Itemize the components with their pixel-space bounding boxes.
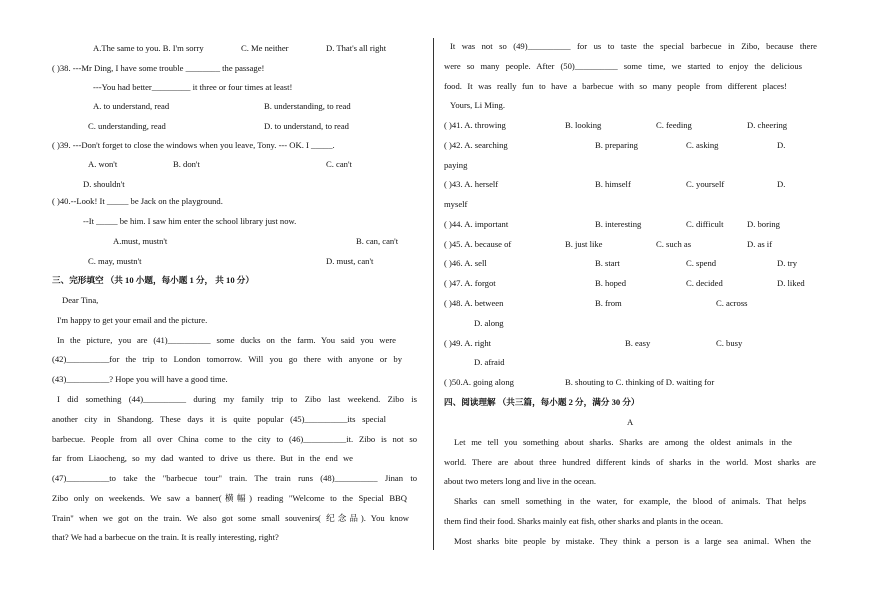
q38-stem: ( )38. ---Mr Ding, I have some trouble ________ the passage! [52,63,265,73]
passage-line: them find their food. Sharks mainly eat fish, other sharks and plants in the ocean. [444,516,723,526]
q44-option-d: D. boring [747,219,780,229]
passage-label: A [627,417,634,427]
q47-option-c: C. decided [686,278,723,288]
q48-option-c: C. across [716,298,748,308]
q40-option-b: B. can, can't [356,236,399,246]
q48-option-b: B. from [595,298,622,308]
q42-option-a: ( )42. A. searching [444,140,508,150]
letter-line: far from Liaocheng, so my dad wanted to drive us there. But in the end we [52,453,353,463]
q39-option-c: C. can't [326,159,352,169]
q50-options-bcd: B. shouting to C. thinking of D. waiting for [565,377,715,387]
q45-option-b: B. just like [565,239,603,249]
passage-line: world. There are about three hundred different kinds of sharks in the world. Most sharks are [444,457,816,467]
q38-option-c: C. understanding, read [88,121,166,131]
right-column [436,0,870,614]
letter-line: I'm happy to get your email and the picture. [57,315,208,325]
q40-option-a: A.must, mustn't [113,236,168,246]
q44-option-b: B. interesting [595,219,642,229]
letter-line: Train" when we got on the train. We also got some small souvenirs( 纪念品). You know [52,513,409,523]
q47-option-b: B. hoped [595,278,627,288]
q38-line2: ---You had better_________ it three or four times at least! [93,82,293,92]
letter-line: (42)__________for the trip to London tomorrow. Will you go there with anyone or by [52,354,402,364]
q48-option-a: ( )48. A. between [444,298,504,308]
q46-option-b: B. start [595,258,620,268]
q41-option-d: D. cheering [747,120,788,130]
q37-option-c: C. Me neither [241,43,289,53]
q37-option-a-b: A.The same to you. B. I'm sorry [93,43,204,53]
letter-line: Zibo only on weekends. We saw a banner(横幅) reading "Welcome to the Special BBQ [52,493,407,503]
letter-signature: Yours, Li Ming. [450,100,505,110]
left-column [0,0,434,614]
section-3-heading: 三、完形填空 （共 10 小题，每小题 1 分， 共 10 分） [52,275,254,285]
q37-option-d: D. That's all right [326,43,387,53]
q49-option-b: B. easy [625,338,651,348]
q49-option-a: ( )49. A. right [444,338,492,348]
q44-option-a: ( )44. A. important [444,219,509,229]
q39-stem: ( )39. ---Don't forget to close the windows when you leave, Tony. --- OK. I _____. [52,140,335,150]
passage-line: Let me tell you something about sharks. Sharks are among the oldest animals in the [454,437,792,447]
q40-stem: ( )40.--Look! It _____ be Jack on the playground. [52,196,223,206]
q49-option-d: D. afraid [474,357,505,367]
q46-option-c: C. spend [686,258,717,268]
q45-option-d: D. as if [747,239,773,249]
q43-option-d-text: myself [444,199,468,209]
q42-option-d: D. [777,140,786,150]
q38-option-a: A. to understand, read [93,101,170,111]
q46-option-d: D. try [777,258,798,268]
q40-option-c: C. may, mustn't [88,256,142,266]
q41-option-c: C. feeding [656,120,692,130]
letter-line: (43)__________? Hope you will have a good time. [52,374,228,384]
passage-line: Most sharks bite people by mistake. They think a person is a large sea animal. When the [454,536,811,546]
letter-line: that? We had a barbecue on the train. It is really interesting, right? [52,532,279,542]
section-4-heading: 四、阅读理解 （共三篇，每小题 2 分，满分 30 分） [444,397,640,407]
q43-option-b: B. himself [595,179,631,189]
letter-line: It was not so (49)__________ for us to taste the special barbecue in Zibo, because there [450,41,817,51]
q40-option-d: D. must, can't [326,256,374,266]
letter-greeting: Dear Tina, [62,295,99,305]
q41-option-a: ( )41. A. throwing [444,120,506,130]
q45-option-c: C. such as [656,239,692,249]
letter-line: another city in Shandong. These days it is quite popular (45)__________its special [52,414,386,424]
passage-line: Sharks can smell something in the water, for example, the blood of animals. That helps [454,496,806,506]
q39-option-b: B. don't [173,159,200,169]
q47-option-a: ( )47. A. forgot [444,278,496,288]
q43-option-d: D. [777,179,786,189]
letter-line: In the picture, you are (41)__________ some ducks on the farm. You said you were [57,335,396,345]
q43-option-c: C. yourself [686,179,725,189]
q41-option-b: B. looking [565,120,602,130]
q46-option-a: ( )46. A. sell [444,258,487,268]
q42-option-c: C. asking [686,140,719,150]
letter-line: food. It was really fun to have a barbecue with so many people from different places! [444,81,787,91]
letter-line: (47)__________to take the "barbecue tour" train. The train runs (48)__________ Jinan to [52,473,417,483]
q42-option-d-text: paying [444,160,468,170]
letter-line: I did something (44)__________ during my family trip to Zibo last weekend. Zibo is [57,394,417,404]
q42-option-b: B. preparing [595,140,638,150]
q40-line2: --It _____ be him. I saw him enter the school library just now. [83,216,297,226]
q45-option-a: ( )45. A. because of [444,239,512,249]
q38-option-b: B. understanding, to read [264,101,351,111]
q39-option-a: A. won't [88,159,118,169]
q44-option-c: C. difficult [686,219,724,229]
q49-option-c: C. busy [716,338,743,348]
q48-option-d: D. along [474,318,504,328]
letter-line: barbecue. People from all over China come to the city to (46)__________it. Zibo is not so [52,434,417,444]
passage-line: about two meters long and live in the ocean. [444,476,597,486]
q50-option-a: ( )50.A. going along [444,377,514,387]
q47-option-d: D. liked [777,278,805,288]
q39-option-d: D. shouldn't [83,179,125,189]
q43-option-a: ( )43. A. herself [444,179,499,189]
q38-option-d: D. to understand, to read [264,121,349,131]
letter-line: were so many people. After (50)__________ some time, we started to enjoy the delicious [444,61,802,71]
